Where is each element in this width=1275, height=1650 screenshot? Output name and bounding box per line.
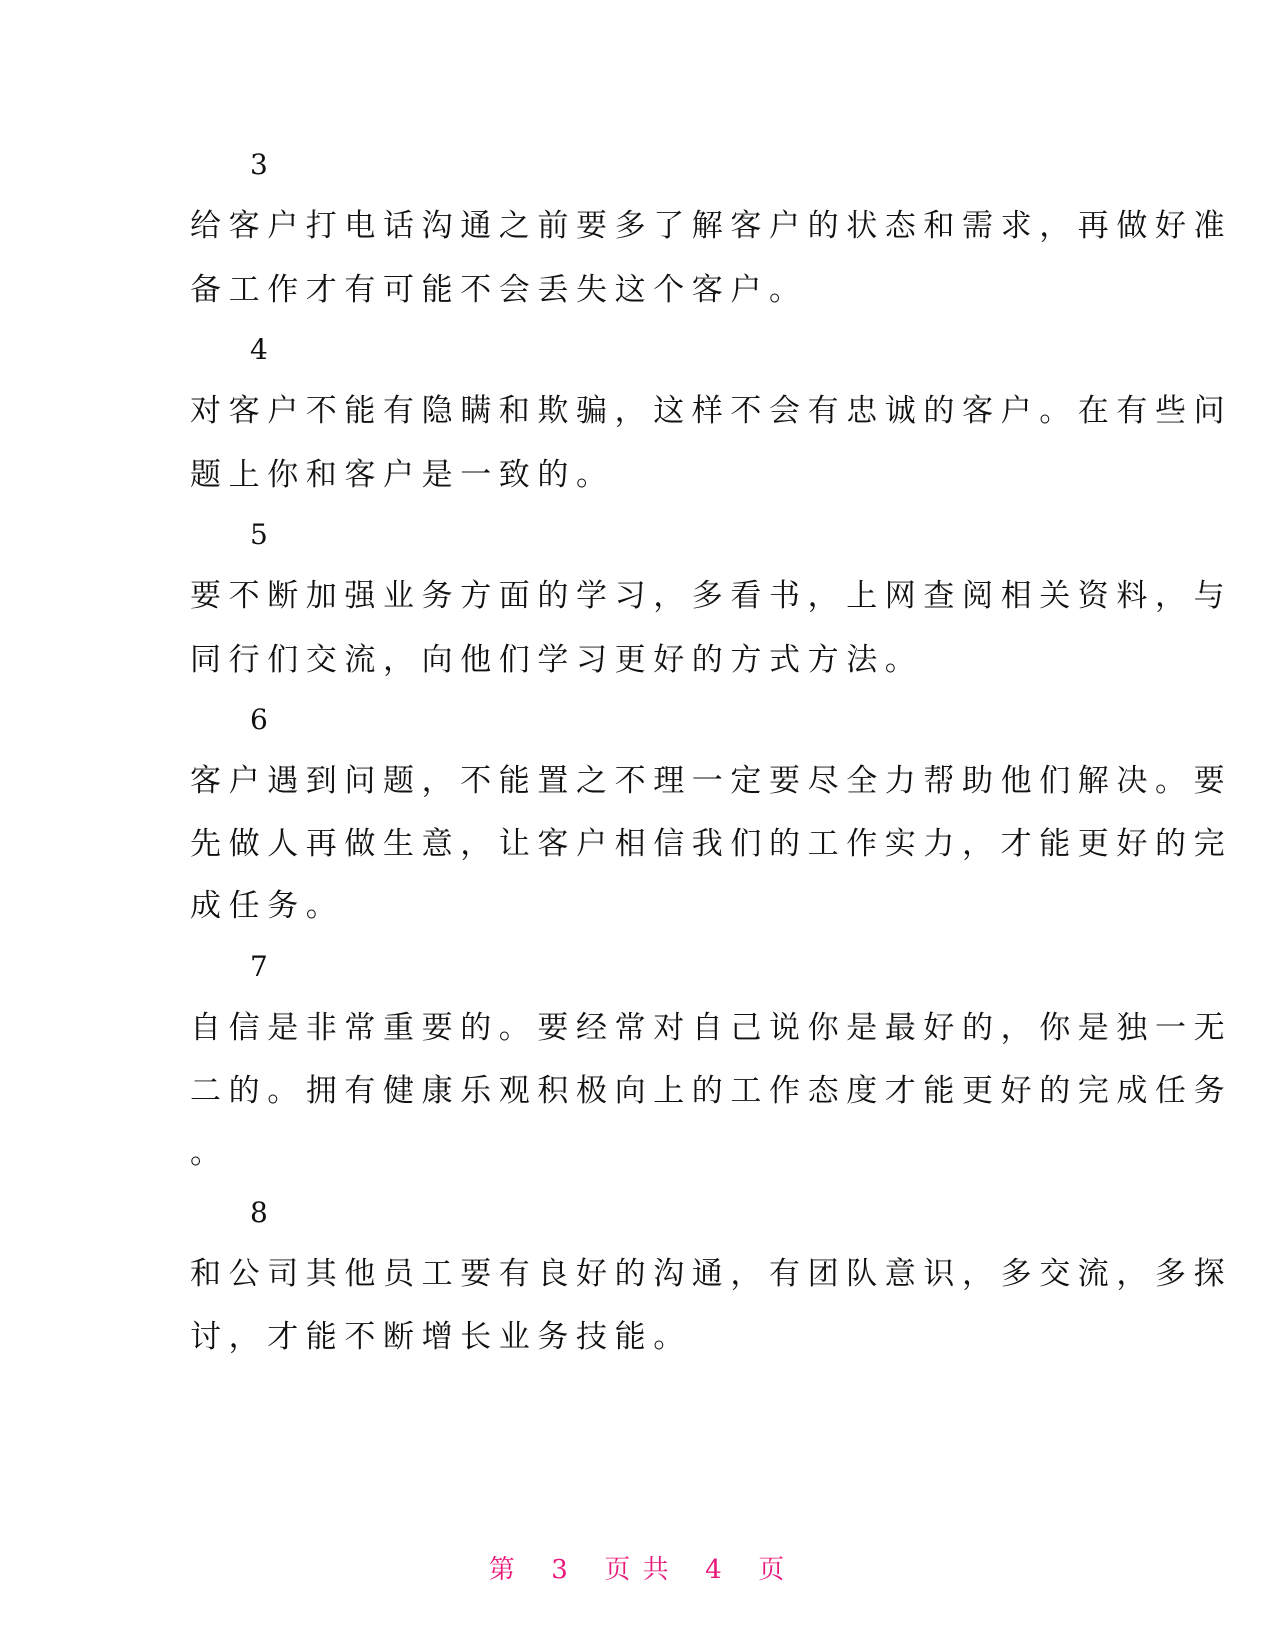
- paragraph-line: 题上你和客户是一致的。: [190, 457, 615, 493]
- footer-suffix: 页: [758, 1555, 787, 1585]
- paragraph-line: 客户遇到问题，不能置之不理一定要尽全力帮助他们解决。要: [190, 763, 1233, 799]
- item-number: 3: [250, 148, 268, 181]
- page-footer: [0, 1552, 1275, 1588]
- footer-total-pages: 4: [705, 1555, 724, 1585]
- item-number: 8: [250, 1196, 268, 1229]
- footer-current-page: 3: [551, 1555, 570, 1585]
- paragraph-line: 二的。拥有健康乐观积极向上的工作态度才能更好的完成任务: [190, 1073, 1233, 1109]
- paragraph-line: 。: [190, 1135, 229, 1171]
- item-number: 7: [250, 950, 268, 983]
- item-number: 5: [250, 518, 268, 551]
- paragraph-line: 同行们交流，向他们学习更好的方式方法。: [190, 642, 924, 678]
- paragraph-line: 给客户打电话沟通之前要多了解客户的状态和需求，再做好准: [190, 208, 1233, 244]
- footer-prefix: 第: [488, 1555, 517, 1585]
- paragraph-line: 成任务。: [190, 888, 345, 924]
- paragraph-line: 讨，才能不断增长业务技能。: [190, 1319, 692, 1355]
- paragraph-line: 对客户不能有隐瞒和欺骗，这样不会有忠诚的客户。在有些问: [190, 393, 1233, 429]
- item-number: 6: [250, 703, 268, 736]
- paragraph-line: 要不断加强业务方面的学习，多看书，上网查阅相关资料，与: [190, 578, 1233, 614]
- paragraph-line: 先做人再做生意，让客户相信我们的工作实力，才能更好的完: [190, 826, 1233, 862]
- paragraph-line: 备工作才有可能不会丢失这个客户。: [190, 272, 808, 308]
- item-number: 4: [250, 333, 268, 366]
- paragraph-line: 和公司其他员工要有良好的沟通，有团队意识，多交流，多探: [190, 1256, 1233, 1292]
- paragraph-line: 自信是非常重要的。要经常对自己说你是最好的，你是独一无: [190, 1010, 1233, 1046]
- footer-middle: 页 共: [604, 1555, 671, 1585]
